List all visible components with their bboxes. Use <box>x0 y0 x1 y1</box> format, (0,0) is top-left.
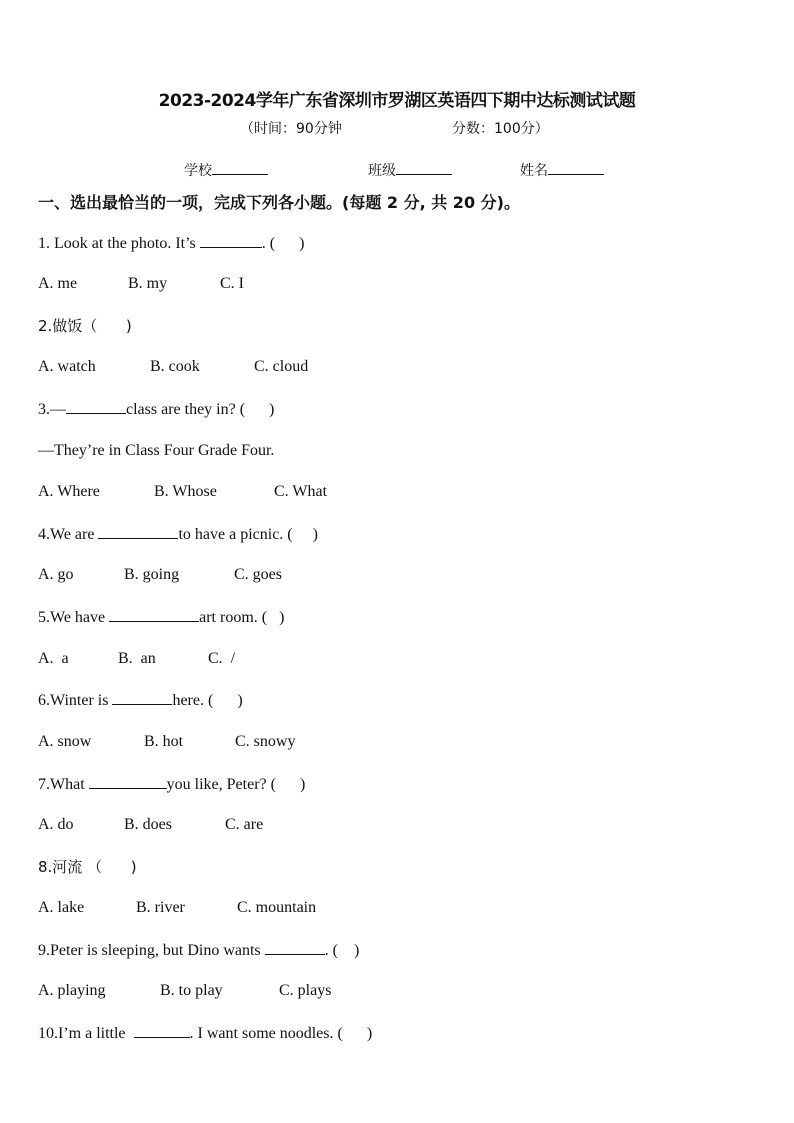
option-a[interactable]: A. Where <box>38 483 100 500</box>
section-heading: 一、选出最恰当的一项，完成下列各小题。(每题 2 分, 共 20 分)。 <box>38 193 520 212</box>
option-c[interactable]: C. goes <box>234 566 282 583</box>
answer-blank[interactable] <box>112 690 172 705</box>
question-2: 2.做饭（ ) <box>38 317 132 335</box>
question-text: 5.We have <box>38 609 110 626</box>
school-label: 学校 <box>184 163 212 179</box>
question-text: art room. ( ) <box>199 609 285 626</box>
question-3-reply: —They’re in Class Four Grade Four. <box>38 442 275 459</box>
option-c[interactable]: C. / <box>208 650 236 667</box>
question-text: class are they in? ( ) <box>126 401 275 418</box>
name-blank[interactable] <box>548 160 604 175</box>
option-c[interactable]: C. snowy <box>235 733 296 750</box>
question-1 <box>38 233 304 254</box>
answer-blank[interactable] <box>66 399 126 414</box>
option-a[interactable]: A. a <box>38 650 69 667</box>
question-8: 8.河流 （ ) <box>38 858 137 876</box>
question-6 <box>38 690 243 711</box>
question-text: 9.Peter is sleeping, but Dino wants <box>38 942 265 959</box>
question-text: . I want some noodles. ( ) <box>189 1025 373 1042</box>
option-a[interactable]: A. watch <box>38 358 96 375</box>
class-label: 班级 <box>368 163 396 179</box>
question-text: . ( ) <box>324 942 360 959</box>
question-7 <box>38 774 305 795</box>
question-5 <box>38 607 284 628</box>
option-c[interactable]: C. What <box>274 483 328 500</box>
option-b[interactable]: B. does <box>124 816 172 833</box>
options-9 <box>38 981 331 1001</box>
question-text: 3.— <box>38 401 66 418</box>
option-a[interactable]: A. snow <box>38 733 92 750</box>
option-b[interactable]: B. to play <box>160 982 223 999</box>
options-4 <box>38 565 282 585</box>
option-b[interactable]: B. an <box>118 650 156 667</box>
question-9 <box>38 940 359 961</box>
question-text: 1. Look at the photo. It’s <box>38 235 200 252</box>
option-c[interactable]: C. cloud <box>254 358 309 375</box>
option-a[interactable]: A. playing <box>38 982 106 999</box>
exam-title: 2023-2024学年广东省深圳市罗湖区英语四下期中达标测试试题 <box>158 91 636 111</box>
question-10 <box>38 1023 372 1044</box>
question-text: 10.I’m a little <box>38 1025 134 1042</box>
class-blank[interactable] <box>396 160 452 175</box>
question-3 <box>38 399 274 420</box>
exam-time: （时间：90分钟 <box>240 121 342 137</box>
option-c[interactable]: C. plays <box>279 982 332 999</box>
class-field <box>368 160 452 180</box>
options-2 <box>38 357 308 377</box>
exam-score: 分数：100分） <box>452 121 549 137</box>
option-a[interactable]: A. me <box>38 275 78 292</box>
answer-blank[interactable] <box>200 233 262 248</box>
answer-blank[interactable] <box>89 774 167 789</box>
question-text: here. ( ) <box>172 692 243 709</box>
options-8 <box>38 898 316 918</box>
option-b[interactable]: B. Whose <box>154 483 217 500</box>
option-a[interactable]: A. go <box>38 566 74 583</box>
question-text: 4.We are <box>38 526 99 543</box>
question-text: 6.Winter is <box>38 692 113 709</box>
options-7 <box>38 815 263 835</box>
question-text: 7.What <box>38 776 89 793</box>
answer-blank[interactable] <box>109 607 199 622</box>
name-label: 姓名 <box>520 163 548 179</box>
option-b[interactable]: B. hot <box>144 733 184 750</box>
question-text: . ( ) <box>261 235 305 252</box>
option-b[interactable]: B. river <box>136 899 185 916</box>
option-b[interactable]: B. my <box>128 275 168 292</box>
answer-blank[interactable] <box>134 1023 190 1038</box>
option-a[interactable]: A. do <box>38 816 74 833</box>
option-c[interactable]: C. are <box>225 816 264 833</box>
school-blank[interactable] <box>212 160 268 175</box>
option-a[interactable]: A. lake <box>38 899 85 916</box>
answer-blank[interactable] <box>98 524 178 539</box>
options-1 <box>38 274 244 294</box>
option-b[interactable]: B. going <box>124 566 180 583</box>
question-text: you like, Peter? ( ) <box>166 776 306 793</box>
option-b[interactable]: B. cook <box>150 358 200 375</box>
school-field <box>184 160 268 180</box>
name-field <box>520 160 604 180</box>
options-5 <box>38 649 235 669</box>
options-3 <box>38 482 327 502</box>
question-text: to have a picnic. ( ) <box>178 526 318 543</box>
options-6 <box>38 732 295 752</box>
answer-blank[interactable] <box>265 940 325 955</box>
option-c[interactable]: C. mountain <box>237 899 317 916</box>
question-4 <box>38 524 318 545</box>
option-c[interactable]: C. I <box>220 275 244 292</box>
